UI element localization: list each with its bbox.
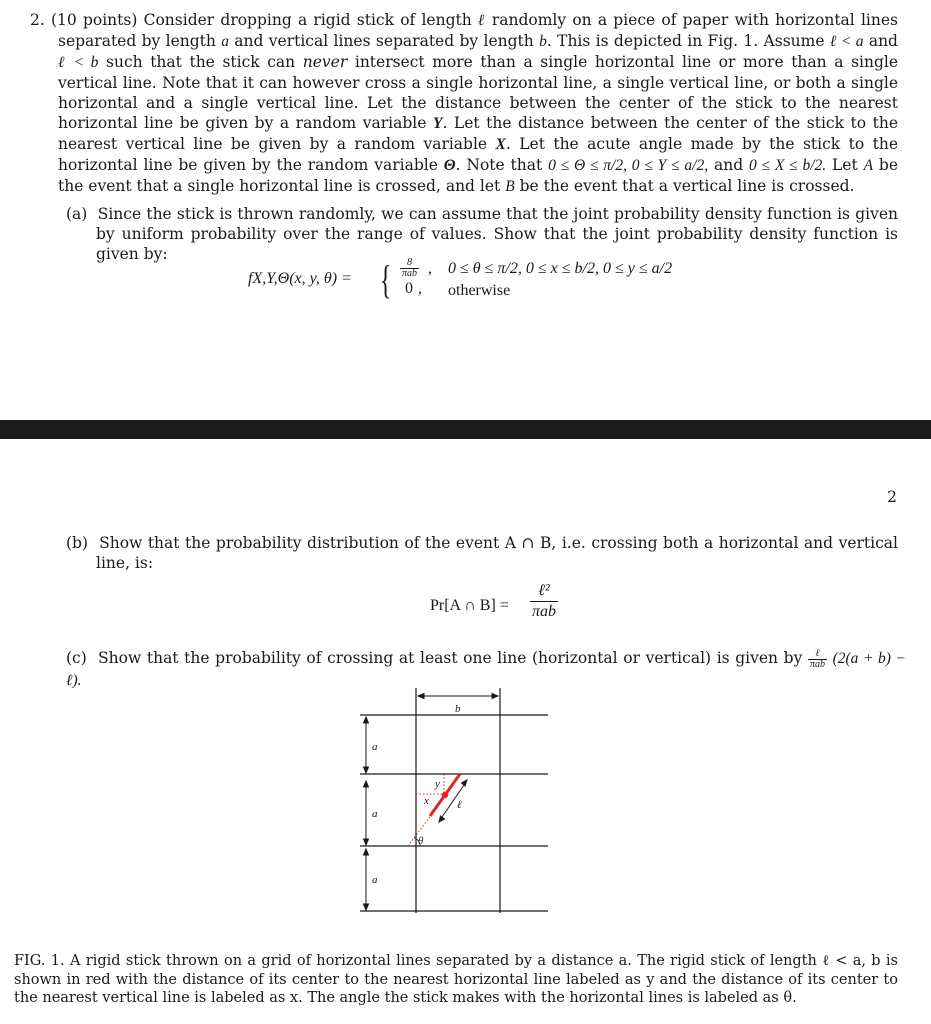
question-number: 2. xyxy=(30,11,45,29)
label-l: ℓ xyxy=(457,799,462,811)
pdf-equation: fX,Y,Θ(x, y, θ) = { 8 πab , 0 ≤ θ ≤ π/2, 0 ≤ x ≤ b/2, 0 ≤ y ≤ a/2 0 , otherwise xyxy=(248,257,673,302)
part-a-label: (a) xyxy=(66,205,88,223)
prob-fraction: ℓ² πab xyxy=(532,582,557,620)
page-divider xyxy=(0,420,931,439)
part-c-tail: (2(a + b) − ℓ). xyxy=(66,650,906,689)
pdf-case1-condition: 0 ≤ θ ≤ π/2, 0 ≤ x ≤ b/2, 0 ≤ y ≤ a/2 xyxy=(448,260,673,277)
part-c-fraction: $\frac{\text{ℓ}}{\text{πab}}$ xyxy=(809,647,825,670)
b-arrow-head-right xyxy=(492,694,498,699)
part-c xyxy=(66,648,906,691)
l-arrow xyxy=(440,782,466,820)
stick-center xyxy=(442,792,448,798)
stick-grid-figure xyxy=(360,688,560,918)
label-a-3: a xyxy=(372,874,378,886)
prob-lhs: Pr[A ∩ B] = xyxy=(430,597,509,614)
part-b-label: (b) xyxy=(66,534,89,552)
brace: { xyxy=(379,257,392,302)
figure-caption: FIG. 1. A rigid stick thrown on a grid of horizontal lines separated by a distance a. The rigid stick of length ℓ < a, b is shown in red with the distance of its center to the nearest horizontal line labeled as y and the distance of its center to the nearest vertical line is labeled as x. The angle the stick makes with the horizontal lines is labeled as θ. xyxy=(14,953,898,1006)
part-a xyxy=(66,204,898,264)
prob-a-and-b-equation xyxy=(430,581,650,631)
label-b: b xyxy=(455,703,461,715)
question-2-intro: 2. (10 points) Consider dropping a rigid stick of length ℓ randomly on a piece of paper with horizontal lines separated by length a and vertical lines separated by length b. This is depicted in Fig. 1. Assume ℓ < a and ℓ < b such that the stick can never intersect more than a single horizontal line or more than a single vertical line. Note that it can however cross a single horizontal line, a single vertical line, or both a single horizontal and a single vertical line. Let the distance between the center of the stick to the nearest horizontal line be given by a random variable Y. Let the distance between the center of the stick to the nearest vertical line be given by a random variable X. Let the acute angle made by the stick to the horizontal line be given by the random variable Θ. Note that 0 ≤ Θ ≤ π/2, 0 ≤ Y ≤ a/2, and 0 ≤ X ≤ b/2. Let A be the event that a single horizontal line is crossed, and let B be the event that a vertical line is crossed. xyxy=(30,11,899,195)
label-y: y xyxy=(435,778,440,790)
part-a-text: Since the stick is thrown randomly, we can assume that the joint probability density function is given by uniform probability over the range of values. Show that the joint probability density function is given by: xyxy=(96,205,898,263)
page-number: 2 xyxy=(887,488,897,506)
pdf-equation-lhs: fX,Y,Θ(x, y, θ) = xyxy=(248,270,352,287)
question-points: (10 points) xyxy=(51,11,138,29)
pdf-case2-condition: otherwise xyxy=(448,282,511,299)
b-arrow-head-left xyxy=(418,694,424,699)
label-a-2: a xyxy=(372,808,378,820)
label-x: x xyxy=(424,795,429,807)
label-a-1: a xyxy=(372,741,378,753)
part-c-label: (c) xyxy=(66,649,87,667)
pdf-case1-value: 8 πab xyxy=(402,257,418,279)
pdf-case2-value: 0 xyxy=(405,280,413,297)
part-b xyxy=(66,533,898,573)
part-c-text: Show that the probability of crossing at least one line (horizontal or vertical) is given by xyxy=(98,649,803,667)
label-theta: θ xyxy=(418,835,424,847)
part-b-text: Show that the probability distribution of the event A ∩ B, i.e. crossing both a horizontal and vertical line, is: xyxy=(96,534,898,572)
